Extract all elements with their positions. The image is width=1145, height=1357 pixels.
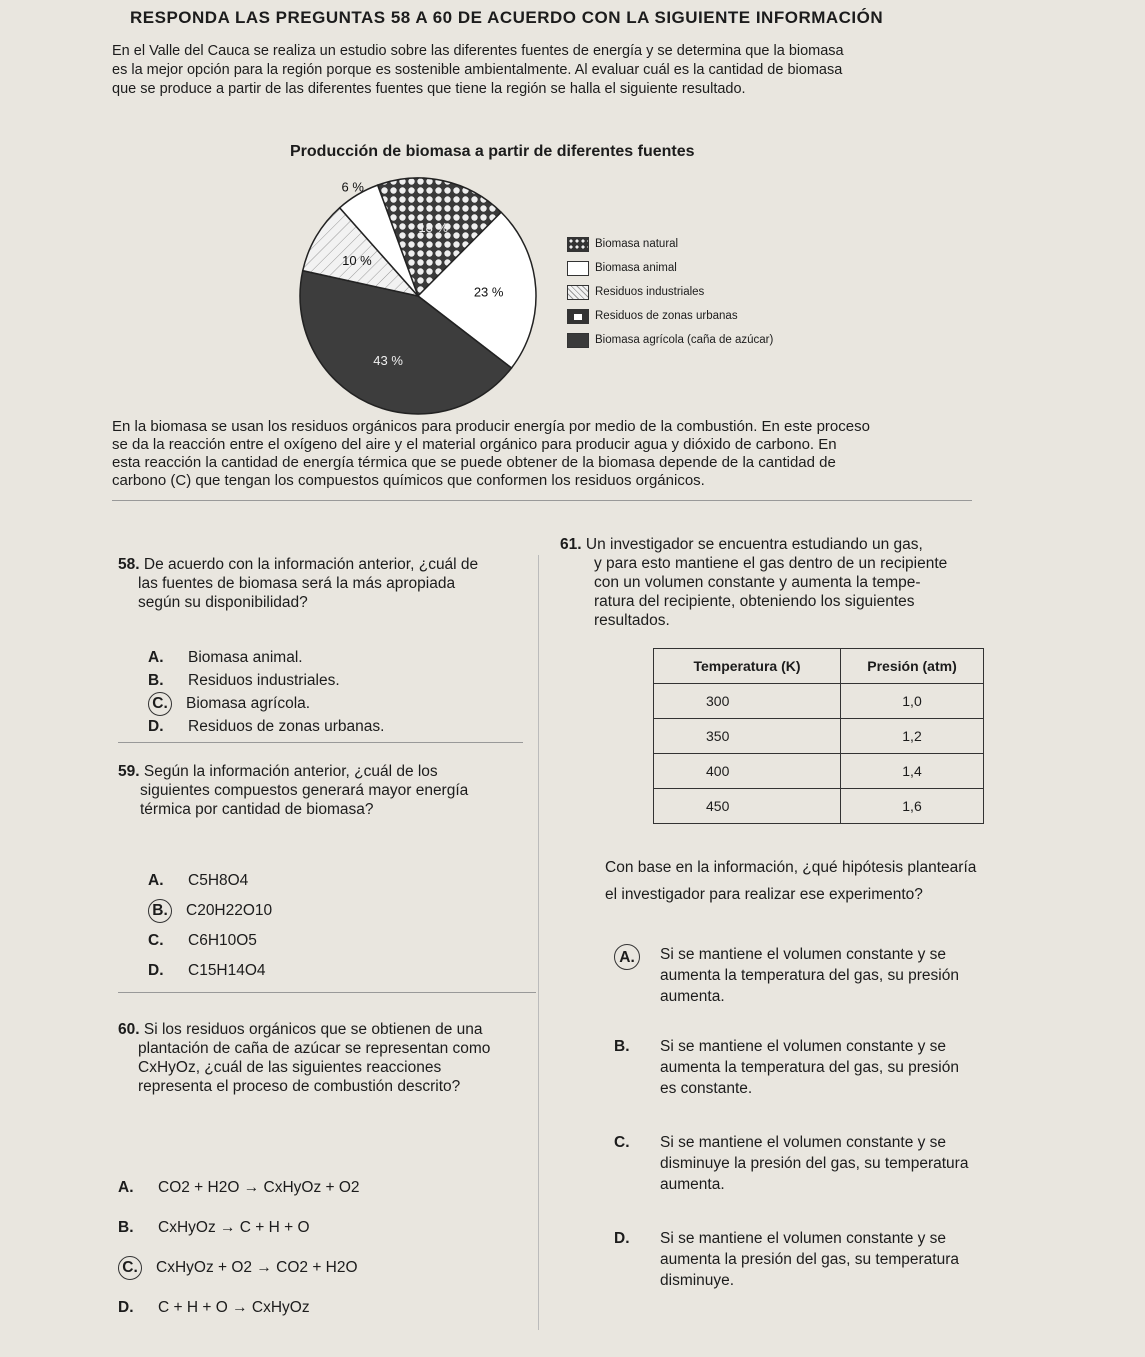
question-text: representa el proceso de combustión descrito? [138,1078,461,1095]
option-letter: B. [148,671,164,689]
question-text: Según la información anterior, ¿cuál de los [143,763,438,780]
option-a[interactable] [148,866,528,896]
legend-swatch-pattern [567,309,589,324]
question-text: De acuerdo con la información anterior, ¿cuál de [143,556,479,573]
option-d[interactable] [148,956,528,986]
legend-item-residuos-urbanos [567,304,797,328]
option-a[interactable] [118,1168,538,1208]
question-text: siguientes compuestos generará mayor energía [140,782,469,799]
table-row [654,684,984,719]
data-table [653,648,984,824]
option-b[interactable] [118,1208,538,1248]
table-cell: 1,2 [841,719,984,754]
option-letter: A. [118,1179,134,1196]
pie-slice-label: 43 % [373,353,403,369]
question-text: Si los residuos orgánicos que se obtienen de una [143,1021,483,1038]
chart-title: Producción de biomasa a partir de diferentes fuentes [290,143,695,160]
option-line: aumenta la temperatura del gas, su presión [660,967,959,984]
option-equation: CO2 + H2O → CxHyOz + O2 [158,1179,360,1196]
legend-swatch-dots [567,237,589,252]
legend-label: Biomasa animal [595,262,677,274]
question-text: ratura del recipiente, obteniendo los siguientes [594,593,915,610]
section-header: RESPONDA LAS PREGUNTAS 58 A 60 DE ACUERDO CON LA SIGUIENTE INFORMACIÓN [130,8,884,27]
question-58 [118,555,528,612]
legend-label: Biomasa natural [595,238,679,250]
table-header: Presión (atm) [841,649,984,684]
question-59 [118,762,528,819]
table-cell: 1,0 [841,684,984,719]
question-text: según su disponibilidad? [138,594,308,611]
question-text: resultados. [594,612,670,629]
option-a[interactable] [148,646,528,669]
option-equation: C + H + O → CxHyOz [158,1299,310,1316]
pie-slice-label: 18 % [418,219,449,235]
question-61 [560,535,990,630]
question-number: 60. [118,1021,140,1038]
option-letter-circled: C. [118,1256,142,1280]
option-letter: D. [148,717,164,735]
divider [118,742,523,743]
chart-legend [567,232,797,352]
question-number: 61. [560,536,582,553]
option-line: aumenta la temperatura del gas, su presión [660,1059,959,1076]
option-b[interactable] [614,1036,1034,1132]
question-60 [118,1020,538,1096]
table-cell: 300 [654,684,841,719]
option-line: disminuye la presión del gas, su temperatura [660,1155,969,1172]
option-line: es constante. [660,1080,753,1097]
option-line: disminuye. [660,1272,735,1289]
option-letter: D. [614,1230,630,1247]
legend-label: Residuos de zonas urbanas [595,310,738,322]
option-b[interactable] [148,669,528,692]
table-row [654,789,984,824]
option-c[interactable] [118,1248,538,1288]
intro-line: es la mejor opción para la región porque es sostenible ambientalmente. Al evaluar cuál es la cantidad de biomasa [112,62,843,78]
table-cell: 1,4 [841,754,984,789]
question-text: y para esto mantiene el gas dentro de un recipiente [594,555,948,572]
legend-item-residuos-industriales [567,280,797,304]
table-cell: 450 [654,789,841,824]
option-line: Si se mantiene el volumen constante y se [660,1038,947,1055]
question-text: con un volumen constante y aumenta la tempe- [594,574,921,591]
legend-swatch-hatch [567,285,589,300]
q61-prompt [605,858,1025,904]
legend-item-biomasa-natural [567,232,797,256]
q61-options [614,944,1034,1298]
option-letter: A. [148,648,164,666]
divider [118,992,536,993]
info-paragraph [112,418,972,490]
option-formula: C6H10O5 [188,932,257,949]
table-cell: 400 [654,754,841,789]
option-text: Biomasa animal. [188,648,303,666]
para-line: carbono (C) que tengan los compuestos químicos que conformen los residuos orgánicos. [112,472,705,489]
option-c[interactable] [148,692,528,715]
intro-line: En el Valle del Cauca se realiza un estudio sobre las diferentes fuentes de energía y se determina que la biomasa [112,43,844,59]
legend-swatch-white [567,261,589,276]
option-d[interactable] [614,1228,1034,1298]
option-letter-circled: C. [148,692,172,716]
option-b[interactable] [148,896,528,926]
option-text: Biomasa agrícola. [186,694,311,712]
option-formula: C5H8O4 [188,872,249,889]
legend-item-biomasa-animal [567,256,797,280]
legend-label: Biomasa agrícola (caña de azúcar) [595,334,774,346]
table-row [654,719,984,754]
question-text: plantación de caña de azúcar se representan como [138,1040,491,1057]
table-row [654,754,984,789]
legend-item-biomasa-agricola [567,328,797,352]
option-line: aumenta. [660,988,725,1005]
legend-label: Residuos industriales [595,286,705,298]
table-cell: 350 [654,719,841,754]
q60-options [118,1168,538,1328]
option-formula: C20H22O10 [186,902,273,919]
option-a[interactable] [614,944,1034,1036]
pie-slice-label: 6 % [341,179,364,195]
option-letter: C. [148,932,164,949]
option-line: Si se mantiene el volumen constante y se [660,1134,947,1151]
option-formula: C15H14O4 [188,962,266,979]
option-line: aumenta la presión del gas, su temperatura [660,1251,959,1268]
prompt-line: el investigador para realizar ese experimento? [605,886,923,903]
option-letter: C. [614,1134,630,1151]
option-line: aumenta. [660,1176,725,1193]
option-letter: B. [614,1038,630,1055]
option-d[interactable] [148,715,528,738]
option-letter: D. [118,1299,134,1316]
option-letter: D. [148,962,164,979]
option-equation: CxHyOz + O2 → CO2 + H2O [156,1259,358,1276]
option-line: Si se mantiene el volumen constante y se [660,946,947,963]
option-letter-circled: A. [614,944,640,970]
para-line: En la biomasa se usan los residuos orgánicos para producir energía por medio de la combustión. En este proceso [112,418,870,435]
option-equation: CxHyOz → C + H + O [158,1219,310,1236]
question-number: 59. [118,763,140,780]
question-text: térmica por cantidad de biomasa? [140,801,374,818]
intro-line: que se produce a partir de las diferentes fuentes que tiene la región se halla el siguiente resultado. [112,81,746,97]
question-text: las fuentes de biomasa será la más apropiada [138,575,456,592]
divider [112,500,972,501]
intro-text [112,42,992,99]
pie-slice-label: 23 % [473,284,504,300]
table-header-row [654,649,984,684]
para-line: se da la reacción entre el oxígeno del aire y el material orgánico para producir agua y dióxido de carbono. En [112,436,837,453]
question-number: 58. [118,556,140,573]
question-text: Un investigador se encuentra estudiando un gas, [585,536,923,553]
legend-swatch-dark [567,333,589,348]
para-line: esta reacción la cantidad de energía térmica que se puede obtener de la biomasa depende de la cantidad de [112,454,836,471]
pie-slice-label: 10 % [342,253,372,269]
prompt-line: Con base en la información, ¿qué hipótesis plantearía [605,859,977,876]
option-c[interactable] [614,1132,1034,1228]
option-line: Si se mantiene el volumen constante y se [660,1230,947,1247]
option-letter-circled: B. [148,899,172,923]
table-header: Temperatura (K) [654,649,841,684]
option-text: Residuos industriales. [188,671,340,689]
q58-options [148,646,528,738]
column-divider [538,555,539,1330]
question-text: CxHyOz, ¿cuál de las siguientes reacciones [138,1059,442,1076]
option-c[interactable] [148,926,528,956]
option-d[interactable] [118,1288,538,1328]
pie-chart [290,168,550,418]
option-text: Residuos de zonas urbanas. [188,717,385,735]
q59-options [148,866,528,986]
option-letter: A. [148,872,164,889]
option-letter: B. [118,1219,134,1236]
table-cell: 1,6 [841,789,984,824]
